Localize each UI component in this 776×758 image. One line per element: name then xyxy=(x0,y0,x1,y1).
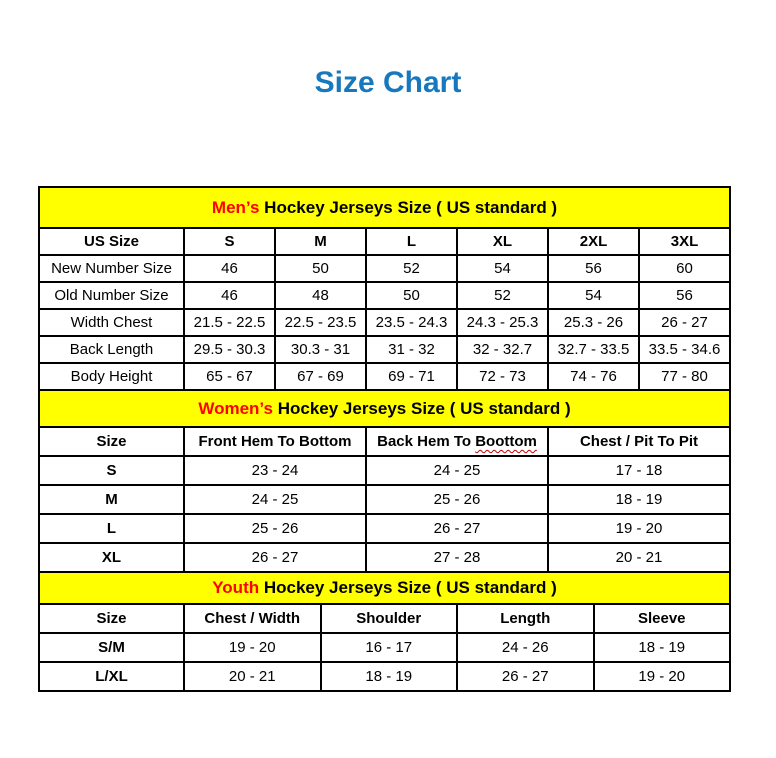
youth-cell-value: 19 - 20 xyxy=(184,633,321,662)
womens-size-table xyxy=(38,389,731,573)
youth-data-row xyxy=(39,662,730,691)
size-tables-container xyxy=(38,186,731,692)
youth-cell-value: 18 - 19 xyxy=(321,662,458,691)
youth-size-table xyxy=(38,571,731,692)
mens-column-header: XL xyxy=(457,228,548,255)
womens-row-label: XL xyxy=(39,543,184,572)
mens-cell-value: 50 xyxy=(366,282,457,309)
mens-header-row xyxy=(39,228,730,255)
womens-column-header: Back Hem To Boottom xyxy=(366,427,548,456)
youth-section-title xyxy=(39,572,730,604)
mens-cell-value: 33.5 - 34.6 xyxy=(639,336,730,363)
mens-size-table xyxy=(38,186,731,391)
mens-cell-value: 26 - 27 xyxy=(639,309,730,336)
mens-cell-value: 56 xyxy=(548,255,639,282)
mens-cell-value: 65 - 67 xyxy=(184,363,275,390)
mens-cell-value: 21.5 - 22.5 xyxy=(184,309,275,336)
mens-cell-value: 50 xyxy=(275,255,366,282)
mens-cell-value: 23.5 - 24.3 xyxy=(366,309,457,336)
mens-cell-value: 46 xyxy=(184,255,275,282)
mens-cell-value: 54 xyxy=(548,282,639,309)
womens-row-label: L xyxy=(39,514,184,543)
womens-header-row xyxy=(39,427,730,456)
womens-cell-value: 25 - 26 xyxy=(366,485,548,514)
womens-cell-value: 18 - 19 xyxy=(548,485,730,514)
mens-column-header: L xyxy=(366,228,457,255)
mens-section-highlight: Men’s xyxy=(211,197,260,217)
mens-data-row xyxy=(39,363,730,390)
mens-cell-value: 48 xyxy=(275,282,366,309)
womens-section-title xyxy=(39,390,730,427)
womens-data-row xyxy=(39,456,730,485)
youth-section-band xyxy=(39,572,730,604)
youth-column-header: Size xyxy=(39,604,184,633)
mens-cell-value: 22.5 - 23.5 xyxy=(275,309,366,336)
mens-section-rest: Hockey Jerseys Size ( US standard ) xyxy=(259,197,558,217)
womens-data-row xyxy=(39,485,730,514)
youth-header-row xyxy=(39,604,730,633)
mens-cell-value: 52 xyxy=(457,282,548,309)
youth-cell-value: 26 - 27 xyxy=(457,662,594,691)
mens-cell-value: 46 xyxy=(184,282,275,309)
mens-cell-value: 74 - 76 xyxy=(548,363,639,390)
womens-cell-value: 24 - 25 xyxy=(184,485,366,514)
womens-cell-value: 26 - 27 xyxy=(184,543,366,572)
mens-cell-value: 54 xyxy=(457,255,548,282)
youth-data-row xyxy=(39,633,730,662)
mens-row-label: Back Length xyxy=(39,336,184,363)
mens-data-row xyxy=(39,336,730,363)
womens-column-header: Size xyxy=(39,427,184,456)
mens-column-header: M xyxy=(275,228,366,255)
womens-section-band xyxy=(39,390,730,427)
youth-section-highlight: Youth xyxy=(212,578,260,597)
mens-cell-value: 29.5 - 30.3 xyxy=(184,336,275,363)
womens-cell-value: 26 - 27 xyxy=(366,514,548,543)
mens-row-label: Old Number Size xyxy=(39,282,184,309)
page-title: Size Chart xyxy=(314,66,462,99)
mens-cell-value: 56 xyxy=(639,282,730,309)
mens-data-row xyxy=(39,282,730,309)
youth-row-label: S/M xyxy=(39,633,184,662)
mens-cell-value: 24.3 - 25.3 xyxy=(457,309,548,336)
mens-cell-value: 72 - 73 xyxy=(457,363,548,390)
misspelled-word: Boottom xyxy=(475,433,537,450)
womens-column-header: Front Hem To Bottom xyxy=(184,427,366,456)
mens-cell-value: 60 xyxy=(639,255,730,282)
mens-row-label: New Number Size xyxy=(39,255,184,282)
youth-column-header: Shoulder xyxy=(321,604,458,633)
mens-cell-value: 67 - 69 xyxy=(275,363,366,390)
youth-column-header: Sleeve xyxy=(594,604,731,633)
mens-cell-value: 25.3 - 26 xyxy=(548,309,639,336)
womens-section-highlight: Women’s xyxy=(198,398,273,418)
youth-cell-value: 16 - 17 xyxy=(321,633,458,662)
womens-cell-value: 24 - 25 xyxy=(366,456,548,485)
mens-cell-value: 32.7 - 33.5 xyxy=(548,336,639,363)
mens-cell-value: 32 - 32.7 xyxy=(457,336,548,363)
mens-column-header: 3XL xyxy=(639,228,730,255)
mens-row-label: Width Chest xyxy=(39,309,184,336)
womens-row-label: M xyxy=(39,485,184,514)
mens-row-label: Body Height xyxy=(39,363,184,390)
youth-column-header: Chest / Width xyxy=(184,604,321,633)
mens-cell-value: 31 - 32 xyxy=(366,336,457,363)
womens-data-row xyxy=(39,543,730,572)
womens-cell-value: 25 - 26 xyxy=(184,514,366,543)
womens-data-row xyxy=(39,514,730,543)
mens-column-header: 2XL xyxy=(548,228,639,255)
mens-section-title xyxy=(39,187,730,228)
womens-row-label: S xyxy=(39,456,184,485)
womens-cell-value: 19 - 20 xyxy=(548,514,730,543)
mens-cell-value: 77 - 80 xyxy=(639,363,730,390)
youth-column-header: Length xyxy=(457,604,594,633)
youth-cell-value: 18 - 19 xyxy=(594,633,731,662)
womens-column-header: Chest / Pit To Pit xyxy=(548,427,730,456)
youth-section-rest: Hockey Jerseys Size ( US standard ) xyxy=(259,578,557,597)
mens-column-header: US Size xyxy=(39,228,184,255)
youth-cell-value: 24 - 26 xyxy=(457,633,594,662)
mens-data-row xyxy=(39,255,730,282)
mens-column-header: S xyxy=(184,228,275,255)
mens-cell-value: 69 - 71 xyxy=(366,363,457,390)
womens-cell-value: 27 - 28 xyxy=(366,543,548,572)
youth-row-label: L/XL xyxy=(39,662,184,691)
youth-cell-value: 20 - 21 xyxy=(184,662,321,691)
womens-cell-value: 23 - 24 xyxy=(184,456,366,485)
mens-data-row xyxy=(39,309,730,336)
mens-cell-value: 52 xyxy=(366,255,457,282)
mens-cell-value: 30.3 - 31 xyxy=(275,336,366,363)
womens-cell-value: 20 - 21 xyxy=(548,543,730,572)
mens-section-band xyxy=(39,187,730,228)
youth-cell-value: 19 - 20 xyxy=(594,662,731,691)
womens-section-rest: Hockey Jerseys Size ( US standard ) xyxy=(272,398,571,418)
womens-cell-value: 17 - 18 xyxy=(548,456,730,485)
